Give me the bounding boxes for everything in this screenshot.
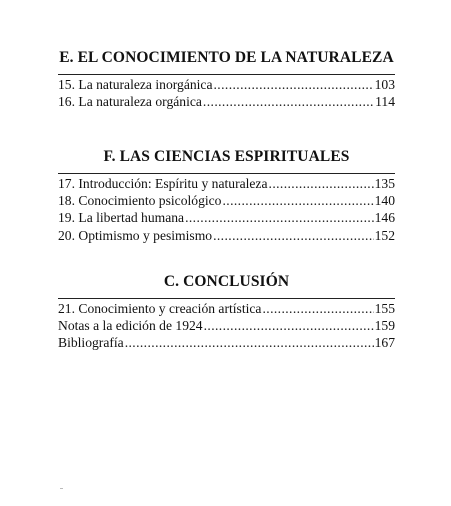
- entry-page-number: 103: [374, 77, 395, 92]
- dot-leader: [214, 76, 374, 93]
- toc-entry: [58, 300, 395, 317]
- section-title: C. CONCLUSIÓN: [163, 273, 290, 290]
- entry-list: [58, 175, 395, 244]
- entry-page-number: 152: [374, 227, 395, 243]
- entry-label: 21. Conocimiento y creación artística: [58, 301, 262, 316]
- dot-leader: [203, 93, 374, 110]
- toc-entry: [58, 76, 395, 93]
- entry-list: [58, 300, 395, 352]
- entry-label: 19. La libertad humana: [58, 210, 185, 226]
- entry-label: Bibliografía: [58, 335, 124, 351]
- toc-section-f: [58, 147, 395, 244]
- entry-page-number: 146: [374, 210, 395, 226]
- section-rule: [58, 74, 395, 75]
- dot-leader: [262, 300, 373, 317]
- toc-section-conclusion: [58, 272, 395, 352]
- toc-entry: [58, 93, 395, 110]
- dot-leader: [185, 209, 374, 226]
- entry-page-number: 135: [374, 176, 395, 191]
- entry-list: [58, 76, 395, 110]
- section-title: E. EL CONOCIMIENTO DE LA NATURALEZA: [59, 49, 394, 66]
- dot-leader: [222, 192, 373, 209]
- entry-page-number: 155: [374, 301, 395, 316]
- dot-leader: [125, 334, 374, 351]
- toc-entry: [58, 227, 395, 244]
- entry-label: 17. Introducción: Espíritu y naturaleza: [58, 176, 268, 191]
- dot-leader: [204, 317, 374, 334]
- entry-page-number: 114: [375, 94, 395, 110]
- dot-leader: [213, 227, 374, 244]
- toc-entry: [58, 192, 395, 209]
- toc-entry: [58, 334, 395, 351]
- scan-speck: [60, 488, 63, 489]
- entry-page-number: 159: [374, 318, 395, 334]
- section-rule: [58, 298, 395, 299]
- toc-section-e: [58, 48, 395, 110]
- entry-page-number: 140: [374, 193, 395, 209]
- section-title: F. LAS CIENCIAS ESPIRITUALES: [103, 148, 350, 165]
- entry-label: 20. Optimismo y pesimismo: [58, 227, 213, 243]
- toc-entry: [58, 209, 395, 226]
- entry-label: Notas a la edición de 1924: [58, 318, 203, 334]
- section-rule: [58, 173, 395, 174]
- toc-entry: [58, 175, 395, 192]
- entry-page-number: 167: [374, 335, 395, 351]
- toc-entry: [58, 317, 395, 334]
- entry-label: 18. Conocimiento psicológico: [58, 193, 222, 209]
- dot-leader: [269, 175, 374, 192]
- entry-label: 16. La naturaleza orgánica: [58, 94, 202, 110]
- entry-label: 15. La naturaleza inorgánica: [58, 77, 213, 92]
